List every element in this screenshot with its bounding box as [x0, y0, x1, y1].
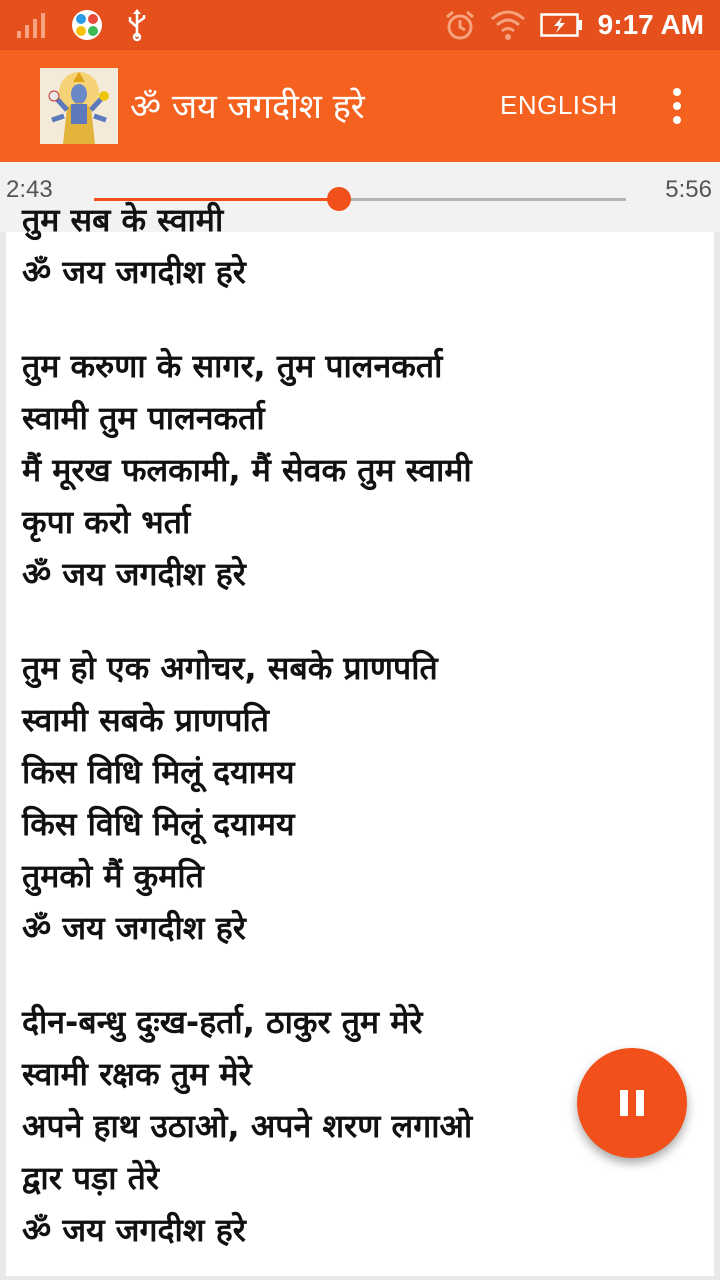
lyric-line: ॐ जय जगदीश हरे [22, 1211, 246, 1249]
lyric-line: ॐ जय जगदीश हरे [22, 909, 246, 947]
lyric-line: स्वामी तुम पालनकर्ता [22, 399, 265, 437]
status-bar [0, 0, 720, 50]
usb-icon [126, 9, 148, 41]
signal-icon [16, 11, 48, 39]
deity-logo-icon [40, 68, 118, 144]
status-time: 9:17 AM [597, 9, 704, 40]
lyric-line: तुम सब के स्वामी [22, 201, 224, 239]
total-time: 5:56 [665, 176, 712, 203]
language-toggle-button[interactable]: ENGLISH [500, 90, 618, 120]
lyric-line: दीन-बन्धु दुःख-हर्ता, ठाकुर तुम मेरे [22, 1003, 423, 1041]
lyric-line: स्वामी रक्षक तुम मेरे [22, 1055, 252, 1093]
lyric-line: तुम करुणा के सागर, तुम पालनकर्ता [22, 347, 443, 385]
more-vert-icon[interactable] [660, 84, 694, 128]
wifi-icon [490, 9, 526, 41]
lyric-line: द्वार पड़ा तेरे [22, 1159, 159, 1197]
lyric-line: ॐ जय जगदीश हरे [22, 253, 246, 291]
lyric-line: मैं मूरख फलकामी, मैं सेवक तुम स्वामी [22, 451, 472, 489]
app-bar [0, 50, 720, 162]
alarm-icon [444, 9, 476, 41]
pause-button[interactable] [577, 1048, 687, 1158]
lyric-line: तुमको मैं कुमति [22, 857, 204, 895]
lyric-line: तुम हो एक अगोचर, सबके प्राणपति [22, 649, 438, 687]
app-title: ॐ जय जगदीश हरे [130, 87, 365, 127]
lyric-line: ॐ जय जगदीश हरे [22, 555, 246, 593]
lyric-line: कृपा करो भर्ता [22, 503, 191, 541]
lyric-line: किस विधि मिलूं दयामय [22, 753, 295, 791]
lyric-line: किस विधि मिलूं दयामय [22, 805, 295, 843]
elapsed-time: 2:43 [6, 176, 53, 203]
app-notification-icon [70, 8, 104, 42]
lyric-line: स्वामी सबके प्राणपति [22, 701, 270, 739]
battery-charging-icon [540, 12, 584, 38]
lyric-line: अपने हाथ उठाओ, अपने शरण लगाओ [22, 1107, 473, 1145]
